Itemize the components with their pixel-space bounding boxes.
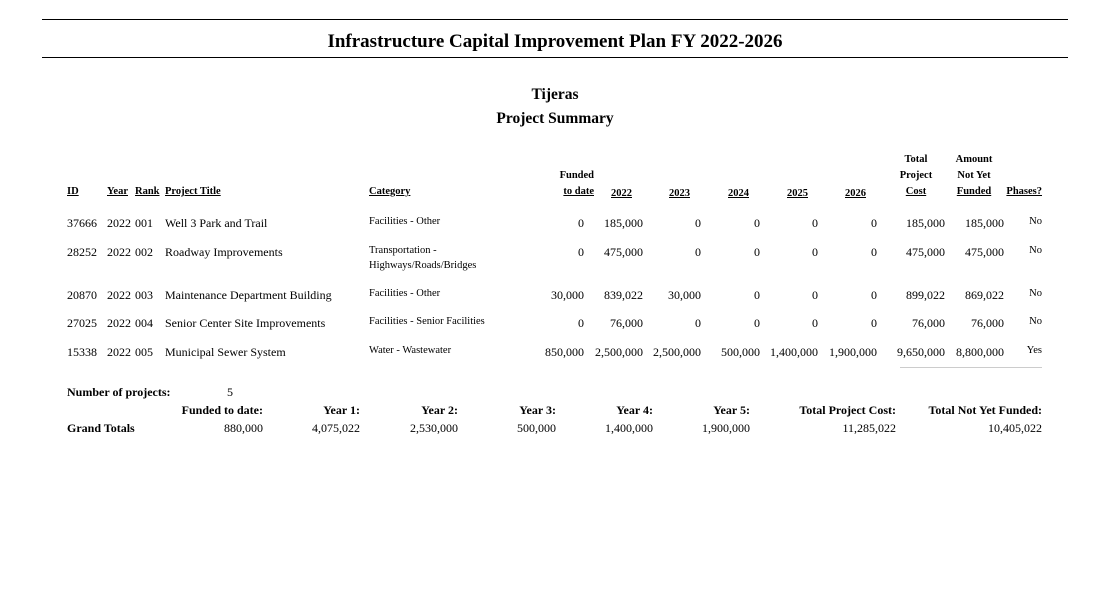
col-header-category: Category — [369, 186, 411, 197]
row-2024: 0 — [754, 316, 760, 330]
total-year4-value: 1,400,000 — [605, 421, 653, 435]
col-header-id: ID — [67, 186, 79, 197]
row-2025: 0 — [812, 245, 818, 259]
row-not-yet-funded: 8,800,000 — [956, 345, 1004, 359]
row-rank: 005 — [135, 345, 153, 359]
row-rank: 001 — [135, 216, 153, 230]
row-category: Facilities - Other — [369, 288, 441, 299]
title-underline — [42, 57, 1068, 58]
total-year2-value: 2,530,000 — [410, 421, 458, 435]
row-rank: 003 — [135, 288, 153, 302]
row-not-yet-funded: 869,022 — [965, 288, 1004, 302]
num-projects-label: Number of projects: — [67, 385, 171, 399]
total-year2-label: Year 2: — [421, 403, 458, 417]
row-id: 15338 — [67, 345, 97, 359]
row-category: Transportation - — [369, 245, 437, 256]
row-title: Senior Center Site Improvements — [165, 316, 326, 330]
table-end-rule — [900, 367, 1042, 368]
row-2026: 0 — [871, 216, 877, 230]
col-header-2026: 2026 — [845, 188, 866, 199]
row-id: 27025 — [67, 316, 97, 330]
row-rank: 002 — [135, 245, 153, 259]
col-header-project-title: Project Title — [165, 186, 221, 197]
row-id: 20870 — [67, 288, 97, 302]
col-header-2022: 2022 — [611, 188, 632, 199]
col-header-amount-line2: Not Yet — [957, 170, 991, 181]
row-year: 2022 — [107, 216, 131, 230]
row-2023: 0 — [695, 316, 701, 330]
total-year1-value: 4,075,022 — [312, 421, 360, 435]
row-not-yet-funded: 475,000 — [965, 245, 1004, 259]
report-subtitle: Project Summary — [496, 110, 614, 127]
row-not-yet-funded: 76,000 — [971, 316, 1004, 330]
row-2023: 0 — [695, 216, 701, 230]
row-2022: 76,000 — [610, 316, 643, 330]
row-total-cost: 899,022 — [906, 288, 945, 302]
row-year: 2022 — [107, 245, 131, 259]
row-2026: 1,900,000 — [829, 345, 877, 359]
total-year1-label: Year 1: — [323, 403, 360, 417]
row-2026: 0 — [871, 316, 877, 330]
row-phases: No — [1029, 316, 1042, 327]
total-not-yet-funded-value: 10,405,022 — [988, 421, 1042, 435]
row-title: Maintenance Department Building — [165, 288, 332, 302]
row-2023: 0 — [695, 245, 701, 259]
row-id: 37666 — [67, 216, 97, 230]
row-2023: 30,000 — [668, 288, 701, 302]
col-header-2025: 2025 — [787, 188, 808, 199]
row-total-cost: 475,000 — [906, 245, 945, 259]
row-category: Facilities - Senior Facilities — [369, 316, 485, 327]
total-year3-label: Year 3: — [519, 403, 556, 417]
row-2022: 185,000 — [604, 216, 643, 230]
total-not-yet-funded-label: Total Not Yet Funded: — [928, 403, 1042, 417]
total-project-cost-label: Total Project Cost: — [799, 403, 896, 417]
total-year4-label: Year 4: — [616, 403, 653, 417]
row-funded: 0 — [578, 245, 584, 259]
row-phases: Yes — [1026, 345, 1042, 356]
row-total-cost: 9,650,000 — [897, 345, 945, 359]
row-2024: 0 — [754, 288, 760, 302]
row-category-line2: Highways/Roads/Bridges — [369, 260, 477, 271]
col-header-total-line2: Project — [899, 170, 933, 181]
row-total-cost: 76,000 — [912, 316, 945, 330]
col-header-total-line3: Cost — [905, 186, 927, 197]
col-header-funded-line1: Funded — [559, 170, 594, 181]
row-year: 2022 — [107, 345, 131, 359]
row-2024: 0 — [754, 245, 760, 259]
row-phases: No — [1029, 288, 1042, 299]
row-category: Water - Wastewater — [369, 345, 452, 356]
col-header-amount-line1: Amount — [955, 154, 993, 165]
total-year3-value: 500,000 — [517, 421, 556, 435]
row-not-yet-funded: 185,000 — [965, 216, 1004, 230]
row-2022: 2,500,000 — [595, 345, 643, 359]
row-phases: No — [1029, 245, 1042, 256]
row-2025: 0 — [812, 288, 818, 302]
col-header-funded-line2: to date — [563, 186, 594, 197]
entity-name: Tijeras — [531, 86, 579, 103]
row-id: 28252 — [67, 245, 97, 259]
row-2023: 2,500,000 — [653, 345, 701, 359]
total-funded-value: 880,000 — [224, 421, 263, 435]
row-total-cost: 185,000 — [906, 216, 945, 230]
col-header-phases: Phases? — [1006, 186, 1042, 197]
top-rule — [42, 19, 1068, 20]
row-2026: 0 — [871, 288, 877, 302]
row-title: Well 3 Park and Trail — [165, 216, 268, 230]
row-phases: No — [1029, 216, 1042, 227]
row-2024: 500,000 — [721, 345, 760, 359]
grand-totals-label: Grand Totals — [67, 421, 135, 435]
row-title: Municipal Sewer System — [165, 345, 286, 359]
row-year: 2022 — [107, 316, 131, 330]
col-header-2023: 2023 — [669, 188, 690, 199]
col-header-year: Year — [107, 186, 128, 197]
row-2025: 1,400,000 — [770, 345, 818, 359]
row-funded: 0 — [578, 216, 584, 230]
row-2025: 0 — [812, 216, 818, 230]
row-funded: 850,000 — [545, 345, 584, 359]
col-header-total-line1: Total — [904, 154, 928, 165]
col-header-2024: 2024 — [728, 188, 749, 199]
col-header-rank: Rank — [135, 186, 160, 197]
total-year5-value: 1,900,000 — [702, 421, 750, 435]
total-project-cost-value: 11,285,022 — [842, 421, 896, 435]
row-funded: 30,000 — [551, 288, 584, 302]
total-year5-label: Year 5: — [713, 403, 750, 417]
report-title: Infrastructure Capital Improvement Plan FY 2022-2026 — [327, 31, 783, 52]
row-2022: 839,022 — [604, 288, 643, 302]
row-2022: 475,000 — [604, 245, 643, 259]
total-funded-label: Funded to date: — [181, 403, 263, 417]
row-funded: 0 — [578, 316, 584, 330]
row-category: Facilities - Other — [369, 216, 441, 227]
row-2026: 0 — [871, 245, 877, 259]
row-2025: 0 — [812, 316, 818, 330]
num-projects-value: 5 — [227, 385, 233, 399]
row-rank: 004 — [135, 316, 153, 330]
row-2024: 0 — [754, 216, 760, 230]
row-title: Roadway Improvements — [165, 245, 283, 259]
col-header-amount-line3: Funded — [956, 186, 992, 197]
row-year: 2022 — [107, 288, 131, 302]
